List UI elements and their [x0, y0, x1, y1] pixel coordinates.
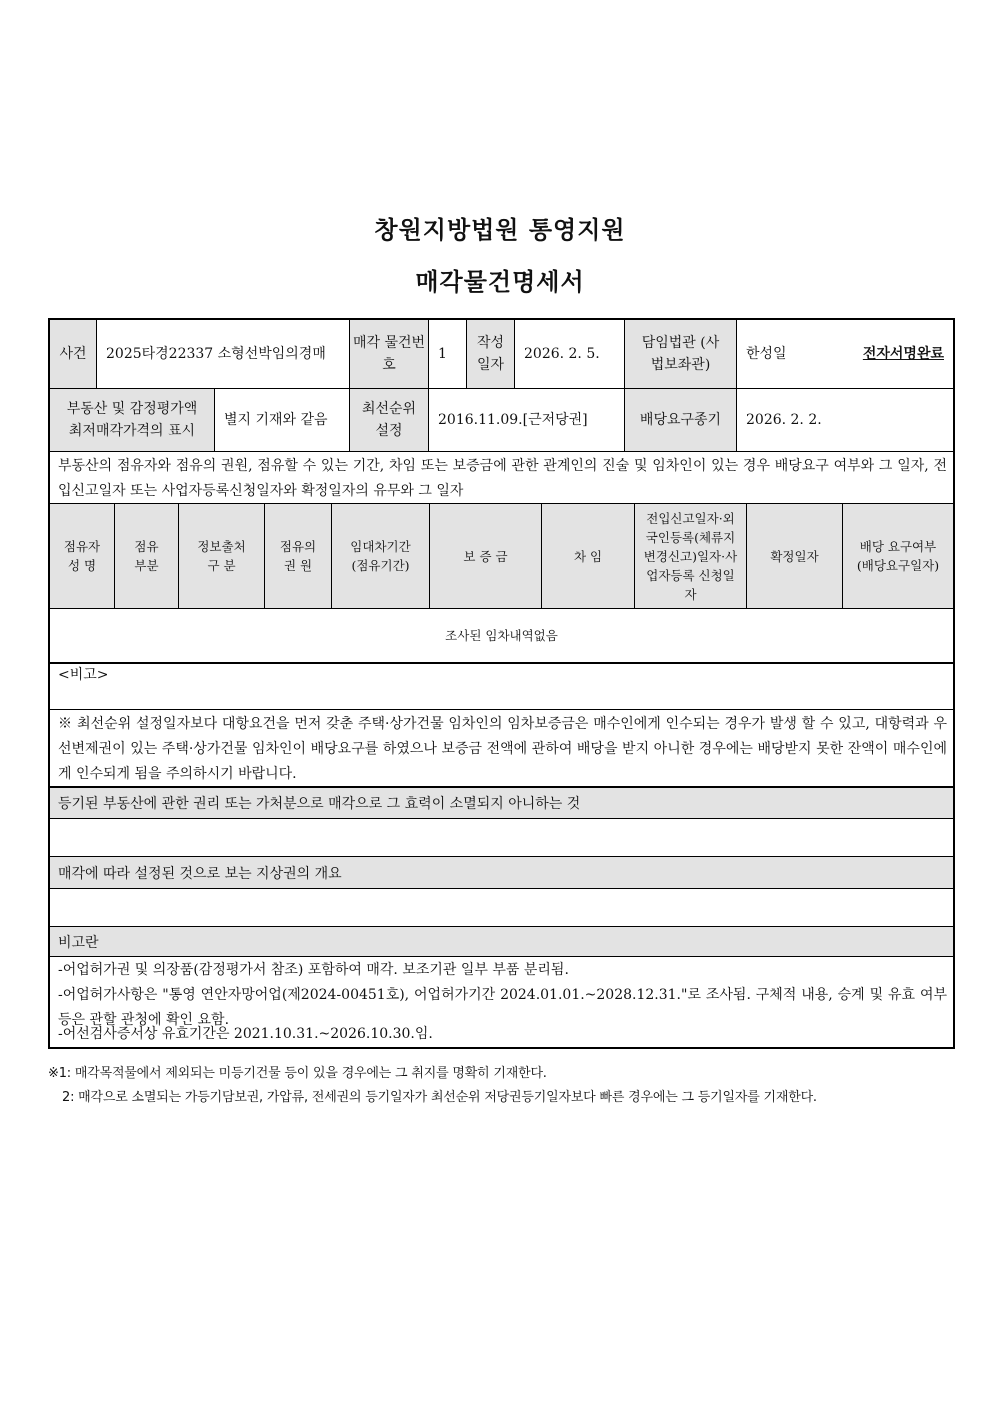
col-rent: 차 임	[541, 504, 634, 608]
case-label: 사건	[50, 320, 96, 388]
specification-table	[48, 318, 955, 1049]
written-date-label: 작성 일자	[466, 320, 514, 388]
col-occupied-part: 점유 부분	[114, 504, 178, 608]
case-value: 2025타경22337 소형선박임의경매	[96, 320, 349, 388]
col-occupant-name: 점유자 성 명	[63, 539, 101, 573]
col-fixed-date: 확정일자	[746, 504, 842, 608]
remarks-line-1: -어업허가권 및 의장품(감정평가서 참조) 포함하여 매각. 보조기관 일부 부품 분리됨.	[58, 962, 569, 978]
occupancy-empty-row	[50, 608, 953, 662]
registered-rights-value-row	[50, 818, 953, 856]
surface-rights-label-row	[50, 856, 953, 888]
col-occupancy-right: 점유의 권 원	[264, 504, 331, 608]
item-no-value: 1	[428, 320, 466, 388]
notice-text: ※ 최선순위 설정일자보다 대항요건을 먼저 갖춘 주택·상가건물 임차인의 임차보증금은 매수인에게 인수되는 경우가 발생 할 수 있고, 대항력과 우선변제권이 있는 주택·상가건물 임차인이 배당요구를 하였으나 보증금 전액에 관하여 배당을 받지 아니한 경우에는 배당받지 못한 잔액이 매수인에게 인수되게 됨을 주의하시기 바랍니다.	[58, 716, 947, 782]
remarks-label: <비고>	[58, 667, 109, 683]
judge-cell	[736, 320, 953, 388]
col-registration-date: 전입신고일자·외국인등록(체류지변경신고)일자·사업자등록 신청일자	[634, 504, 746, 608]
priority-label: 최선순위 설정	[349, 389, 428, 451]
col-info-source: 정보출처 구 분	[178, 504, 264, 608]
judge-label: 담임법관 (사법보좌관)	[624, 320, 736, 388]
document-title: 매각물건명세서	[415, 268, 585, 296]
remarks-section-label-row	[50, 926, 953, 956]
court-title: 창원지방법원 통영지원	[374, 216, 626, 244]
signature-status: 전자서명완료	[862, 346, 944, 362]
col-deposit: 보 증 금	[429, 504, 541, 608]
col-lease-period: 임대차기간 (점유기간)	[331, 504, 429, 608]
remarks-row	[50, 662, 953, 709]
footnote-1: ※1: 매각목적물에서 제외되는 미등기건물 등이 있을 경우에는 그 취지를 명확히 기재한다.	[48, 1066, 547, 1081]
remarks-line-3: -어선검사증서상 유효기간은 2021.10.31.~2026.10.30.임.	[58, 1026, 433, 1042]
deadline-value: 2026. 2. 2.	[736, 389, 953, 451]
notice-row	[50, 709, 953, 786]
price-value: 별지 기재와 같음	[214, 389, 349, 451]
deadline-label: 배당요구종기	[624, 389, 736, 451]
case-row	[50, 320, 953, 388]
written-date-value: 2026. 2. 5.	[514, 320, 624, 388]
price-label: 부동산 및 감정평가액 최저매각가격의 표시	[50, 389, 214, 451]
registered-rights-label-row	[50, 786, 953, 818]
judge-value: 한성일	[746, 346, 787, 362]
remarks-section-body	[50, 956, 953, 1047]
occupancy-empty-message: 조사된 임차내역없음	[445, 628, 558, 643]
registered-rights-label: 등기된 부동산에 관한 권리 또는 가처분으로 매각으로 그 효력이 소멸되지 아니하는 것	[58, 796, 581, 812]
item-no-label: 매각 물건번호	[349, 320, 428, 388]
priority-value: 2016.11.09.[근저당권]	[428, 389, 624, 451]
remarks-section-label: 비고란	[58, 934, 99, 951]
occupancy-header-row	[50, 503, 953, 608]
occupancy-description-row	[50, 451, 953, 503]
footnote-2: 2: 매각으로 소멸되는 가등기담보권, 가압류, 전세권의 등기일자가 최선순위 저당권등기일자보다 빠른 경우에는 그 등기일자를 기재한다.	[62, 1090, 817, 1105]
remarks-line-2: -어업허가사항은 "통영 연안자망어업(제2024-00451호), 어업허가기간 2024.01.01.~2028.12.31."로 조사됨. 구체적 내용, 승계 및 유효 여부 등은 관할 관청에 확인 요함.	[58, 987, 947, 1028]
price-row	[50, 388, 953, 451]
occupancy-description: 부동산의 점유자와 점유의 권원, 점유할 수 있는 기간, 차임 또는 보증금에 관한 관계인의 진술 및 임차인이 있는 경우 배당요구 여부와 그 일자, 전입신고일자 또는 사업자등록신청일자와 확정일자의 유무와 그 일자	[58, 458, 947, 499]
surface-rights-label: 매각에 따라 설정된 것으로 보는 지상권의 개요	[58, 865, 342, 882]
surface-rights-value-row	[50, 888, 953, 926]
remarks-line-3-wrap	[58, 1026, 947, 1047]
col-dividend-request: 배당 요구여부 (배당요구일자)	[842, 504, 953, 608]
